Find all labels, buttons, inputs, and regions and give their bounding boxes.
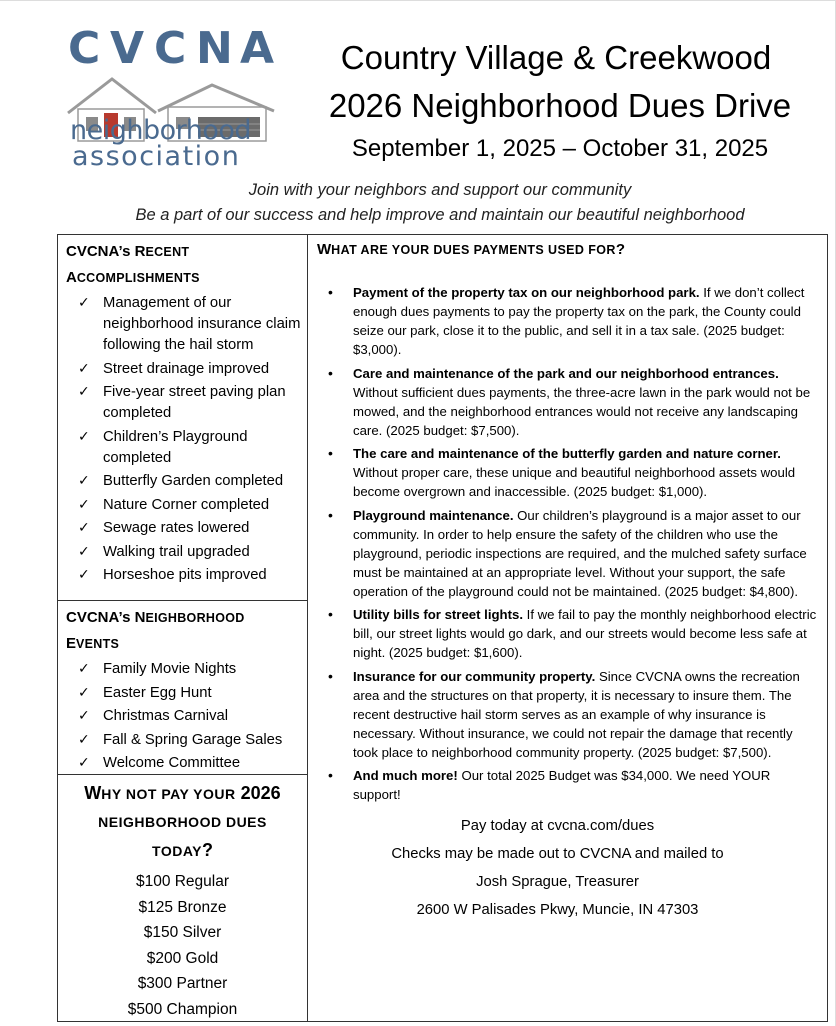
bullet-icon: • (328, 506, 333, 523)
dues-tier: $150 Silver (143, 924, 222, 941)
logo-letters (66, 23, 276, 73)
check-icon: ✓ (78, 684, 90, 701)
title-dates: September 1, 2025 – October 31, 2025 (351, 135, 769, 162)
payment-info (308, 812, 827, 924)
list-item: • Insurance for our community property. Since CVCNA owns the recreation area and the structures on that property, it is necessary to insure them. The recent destructive hail storm serves as an example of why insurance is necessary. Without insurance, we could not repair the damage that recently took place to neighborhood community property. (2025 budget: $7,500). (328, 667, 800, 760)
list-item: • Playground maintenance. Our children’s playground is a major asset to our community. In order to help ensure the safety of the children who use the playground, periodic inspections are required, and the mulched safety surface must be maintained at an appropriate level. Without your support, the safe operation of the playground could not be maintained. (2025 budget: $4,800). (328, 506, 807, 599)
check-icon: ✓ (78, 661, 90, 677)
dues-uses-list (308, 283, 827, 804)
logo-letter: A (240, 23, 275, 74)
dues-tier: $125 Bronze (138, 898, 227, 916)
dues-tier-list (58, 869, 307, 1022)
list-item: • And much more! Our total 2025 Budget was $34,000. We need YOUR support! (328, 767, 771, 802)
cvcna-logo (62, 23, 280, 173)
dues-tiers-section (57, 774, 308, 1022)
logo-word-neighborhood: neighborhood (70, 115, 252, 146)
list-item: ✓ Welcome Committee (58, 753, 307, 774)
payment-checks-text: Checks may be made out to CVCNA and mailed to (391, 846, 724, 862)
list-item: ✓ Children’s Playground completed (78, 428, 248, 466)
bullet-icon: • (328, 667, 333, 684)
logo-letter: C (68, 23, 101, 74)
accomplishments-heading: CVCNA’s RECENT ACCOMPLISHMENTS (66, 243, 200, 286)
dues-tier: $200 Gold (146, 949, 219, 967)
list-item: ✓ Management of our neighborhood insurance claim following the hail storm (78, 295, 301, 353)
dues-tier: $100 Regular (135, 873, 230, 890)
logo-letter: V (110, 23, 145, 74)
logo-letter: N (196, 23, 233, 74)
bullet-icon: • (328, 445, 333, 461)
list-item: ✓ Christmas Carnival (58, 706, 307, 727)
bullet-icon: • (328, 364, 333, 381)
list-item: • Care and maintenance of the park and our neighborhood entrances. Without sufficient dues payments, the three-acre lawn in the park would not be mowed, and the neighborhood entrances would not receive any landscaping care. (2025 budget: $7,500). (328, 364, 811, 438)
title-line-2: 2026 Neighborhood Dues Drive (328, 87, 792, 124)
list-item: ✓ Family Movie Nights (58, 659, 307, 680)
check-icon: ✓ (78, 384, 90, 400)
tagline-2: Be a part of our success and help improve and maintain our beautiful neighborhood (135, 206, 745, 224)
logo-letter: C (154, 23, 187, 74)
check-icon: ✓ (78, 473, 90, 489)
accomplishments-section (57, 234, 308, 601)
title-line-1: Country Village & Creekwood (340, 39, 772, 76)
check-icon: ✓ (78, 295, 90, 311)
tagline-1: Join with your neighbors and support our community (248, 181, 632, 199)
check-icon: ✓ (78, 543, 90, 560)
why-pay-heading: WHY NOT PAY YOUR 2026 NEIGHBORHOOD DUES TODAY? (84, 783, 281, 860)
dues-uses-section (307, 234, 828, 1022)
dues-tier: $500 Champion (127, 1000, 238, 1018)
bullet-icon: • (328, 606, 333, 622)
events-list (58, 659, 307, 774)
check-icon: ✓ (78, 731, 90, 748)
list-item: • Utility bills for street lights. If we fail to pay the monthly neighborhood electric bill, our street lights would go dark, and our streets would become less safe at night. (2025 budget: $1,600). (328, 606, 817, 660)
list-item: ✓ Nature Corner completed (58, 495, 307, 516)
check-icon: ✓ (78, 708, 90, 724)
check-icon: ✓ (78, 755, 90, 771)
check-icon: ✓ (78, 428, 90, 445)
check-icon: ✓ (78, 520, 90, 536)
check-icon: ✓ (78, 496, 90, 513)
mailing-address: 2600 W Palisades Pkwy, Muncie, IN 47303 (416, 902, 699, 918)
dues-uses-heading: WHAT ARE YOUR DUES PAYMENTS USED FOR? (317, 241, 625, 258)
list-item: ✓ Five-year street paving plan completed (78, 384, 286, 421)
events-section (57, 600, 308, 775)
logo-word-association: association (72, 141, 241, 172)
list-item: • Payment of the property tax on our neighborhood park. If we don’t collect enough dues payments to pay the property tax on the park, the County could seize our park, close it to the public, and sell it in a tax sale. (2025 budget: $3,000). (328, 284, 805, 357)
list-item: ✓ Horseshoe pits improved (58, 565, 307, 586)
bullet-icon: • (328, 284, 333, 300)
check-icon: ✓ (78, 567, 90, 583)
list-item: ✓ Easter Egg Hunt (58, 683, 307, 704)
check-icon: ✓ (78, 360, 90, 377)
dues-tier: $300 Partner (137, 975, 228, 992)
bullet-icon: • (328, 767, 333, 783)
payment-url-text: Pay today at cvcna.com/dues (460, 818, 655, 834)
list-item: ✓ Street drainage improved (58, 359, 307, 380)
list-item: ✓ Walking trail upgraded (58, 542, 307, 563)
events-heading: CVCNA’s NEIGHBORHOOD EVENTS (66, 609, 245, 652)
list-item: ✓ Butterfly Garden completed (58, 471, 307, 492)
list-item: • The care and maintenance of the butterfly garden and nature corner. Without proper care, these unique and beautiful neighborhood assets would become overgrown and inaccessible. (2025 budget: $1,000). (328, 445, 796, 499)
accomplishments-list (58, 293, 307, 586)
treasurer-name: Josh Sprague, Treasurer (476, 874, 639, 890)
list-item: ✓ Fall & Spring Garage Sales (58, 730, 307, 751)
list-item: ✓ Sewage rates lowered (58, 518, 307, 539)
